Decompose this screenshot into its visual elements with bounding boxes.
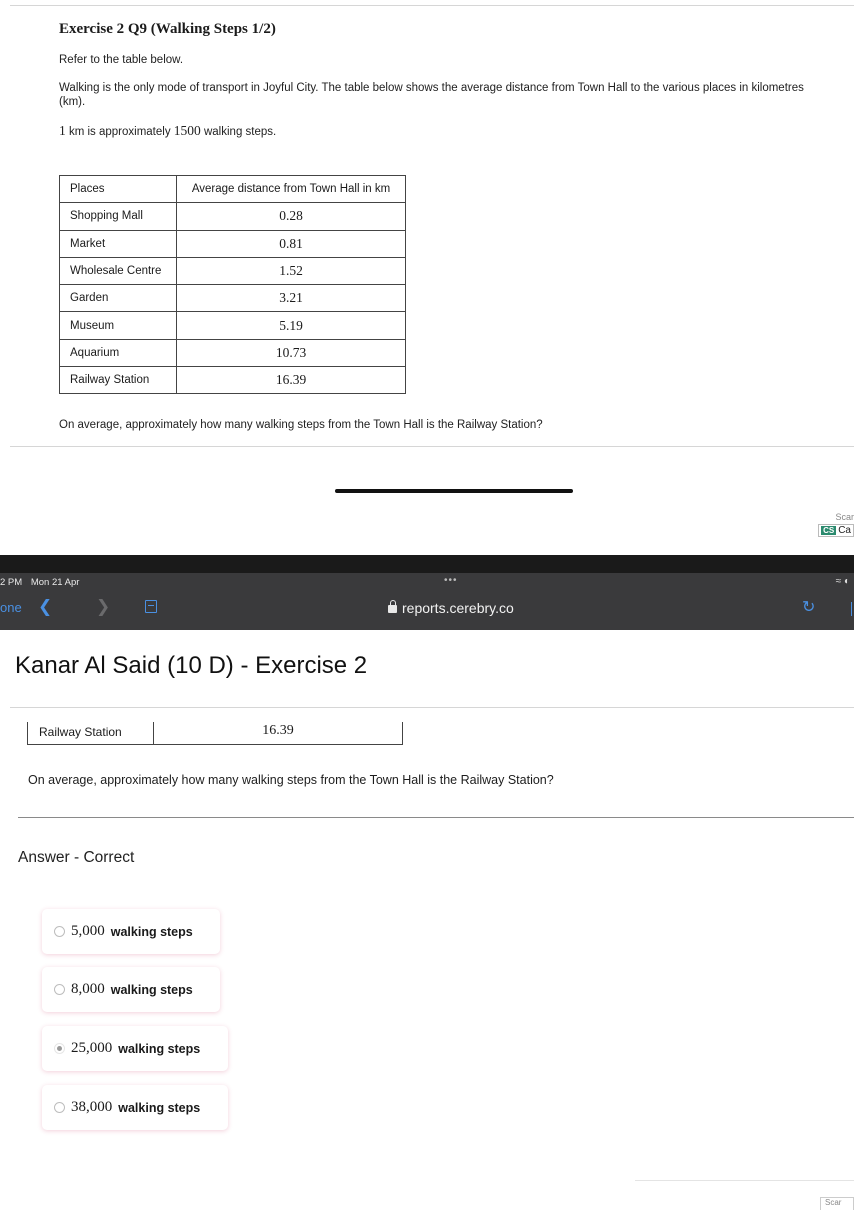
answer-status-label: Answer - Correct — [18, 849, 135, 866]
km-value: 1 — [59, 123, 66, 138]
divider — [10, 446, 854, 447]
bookmarks-icon[interactable] — [145, 600, 157, 613]
option-unit: walking steps — [110, 982, 193, 997]
question-text: On average, approximately how many walking steps from the Town Hall is the Railway Station? — [59, 419, 543, 431]
divider — [10, 707, 854, 708]
table-row — [60, 312, 406, 339]
place-cell: Museum — [60, 312, 177, 339]
address-bar[interactable] — [388, 600, 514, 616]
camscanner-label: Ca — [838, 525, 851, 536]
browser-toolbar — [0, 573, 854, 630]
table-row — [60, 339, 406, 366]
distance-table — [59, 175, 406, 394]
multitasking-dots-icon[interactable]: ••• — [444, 575, 458, 586]
conversion-text-a: km is approximately — [68, 126, 171, 138]
question-page — [0, 0, 854, 555]
conversion-text — [59, 124, 276, 139]
radio-icon[interactable] — [54, 926, 65, 937]
table-row — [27, 722, 403, 745]
context-text: Walking is the only mode of transport in Joyful City. The table below shows the average distance from Town Hall to the various places in kilometres (km). — [59, 82, 804, 108]
forward-chevron-icon[interactable]: ❯ — [96, 597, 111, 616]
option-value: 5,000 — [71, 923, 105, 939]
question-title: Exercise 2 Q9 (Walking Steps 1/2) — [59, 21, 276, 37]
table-row — [60, 285, 406, 312]
url-text: reports.cerebry.co — [402, 600, 514, 616]
place-cell: Railway Station — [60, 367, 177, 394]
distance-cell: 10.73 — [177, 339, 406, 366]
divider — [10, 5, 854, 6]
instruction-text: Refer to the table below. — [59, 54, 184, 66]
distance-cell: 16.39 — [262, 723, 294, 738]
page-title: Kanar Al Said (10 D) - Exercise 2 — [15, 652, 368, 679]
table-row — [60, 230, 406, 257]
answer-option[interactable] — [42, 909, 220, 954]
reload-icon[interactable]: ↻ — [802, 599, 816, 616]
conversion-text-b: walking steps. — [203, 126, 277, 138]
option-unit: walking steps — [118, 1041, 201, 1056]
place-cell: Shopping Mall — [60, 203, 177, 230]
divider — [635, 1180, 854, 1181]
option-value: 8,000 — [71, 981, 105, 997]
scan-label: Scar — [835, 512, 854, 522]
question-text: On average, approximately how many walking steps from the Town Hall is the Railway Station? — [28, 773, 554, 787]
table-row — [60, 367, 406, 394]
option-unit: walking steps — [110, 924, 193, 939]
radio-icon[interactable] — [54, 984, 65, 995]
scan-badge: Scar — [820, 1197, 854, 1210]
place-cell: Aquarium — [60, 339, 177, 366]
scan-badge — [814, 512, 854, 537]
answer-option[interactable] — [42, 1085, 228, 1130]
camscanner-icon: CS — [823, 526, 835, 535]
distance-cell: 3.21 — [177, 285, 406, 312]
wifi-battery-icon: ≈ ◐ — [835, 576, 850, 587]
option-unit: walking steps — [118, 1100, 201, 1115]
option-value: 25,000 — [71, 1040, 113, 1056]
home-indicator[interactable] — [335, 489, 573, 493]
steps-value: 1500 — [173, 123, 201, 138]
status-date: Mon 21 Apr — [30, 577, 80, 588]
done-button[interactable]: one — [0, 600, 22, 615]
distance-cell: 16.39 — [177, 367, 406, 394]
option-value: 38,000 — [71, 1099, 113, 1115]
distance-cell: 1.52 — [177, 257, 406, 284]
back-chevron-icon[interactable]: ❮ — [38, 597, 53, 616]
distance-cell: 5.19 — [177, 312, 406, 339]
distance-cell: 0.28 — [177, 203, 406, 230]
place-cell: Garden — [60, 285, 177, 312]
status-time: 2 PM — [0, 577, 23, 588]
lock-icon — [388, 605, 397, 613]
distance-cell: 0.81 — [177, 230, 406, 257]
place-cell: Wholesale Centre — [60, 257, 177, 284]
place-cell: Railway Station — [28, 722, 154, 744]
table-row — [60, 257, 406, 284]
radio-selected-icon[interactable] — [54, 1043, 65, 1054]
camscanner-badge — [818, 524, 854, 537]
place-cell: Market — [60, 230, 177, 257]
header-distance: Average distance from Town Hall in km — [177, 176, 406, 203]
divider — [18, 817, 854, 818]
header-places: Places — [60, 176, 177, 203]
radio-icon[interactable] — [54, 1102, 65, 1113]
table-row — [60, 203, 406, 230]
screenshot-separator — [0, 555, 854, 573]
answer-option[interactable] — [42, 967, 220, 1012]
table-header-row — [60, 176, 406, 203]
answer-option-selected[interactable] — [42, 1026, 228, 1071]
status-bar-clock — [0, 577, 79, 588]
